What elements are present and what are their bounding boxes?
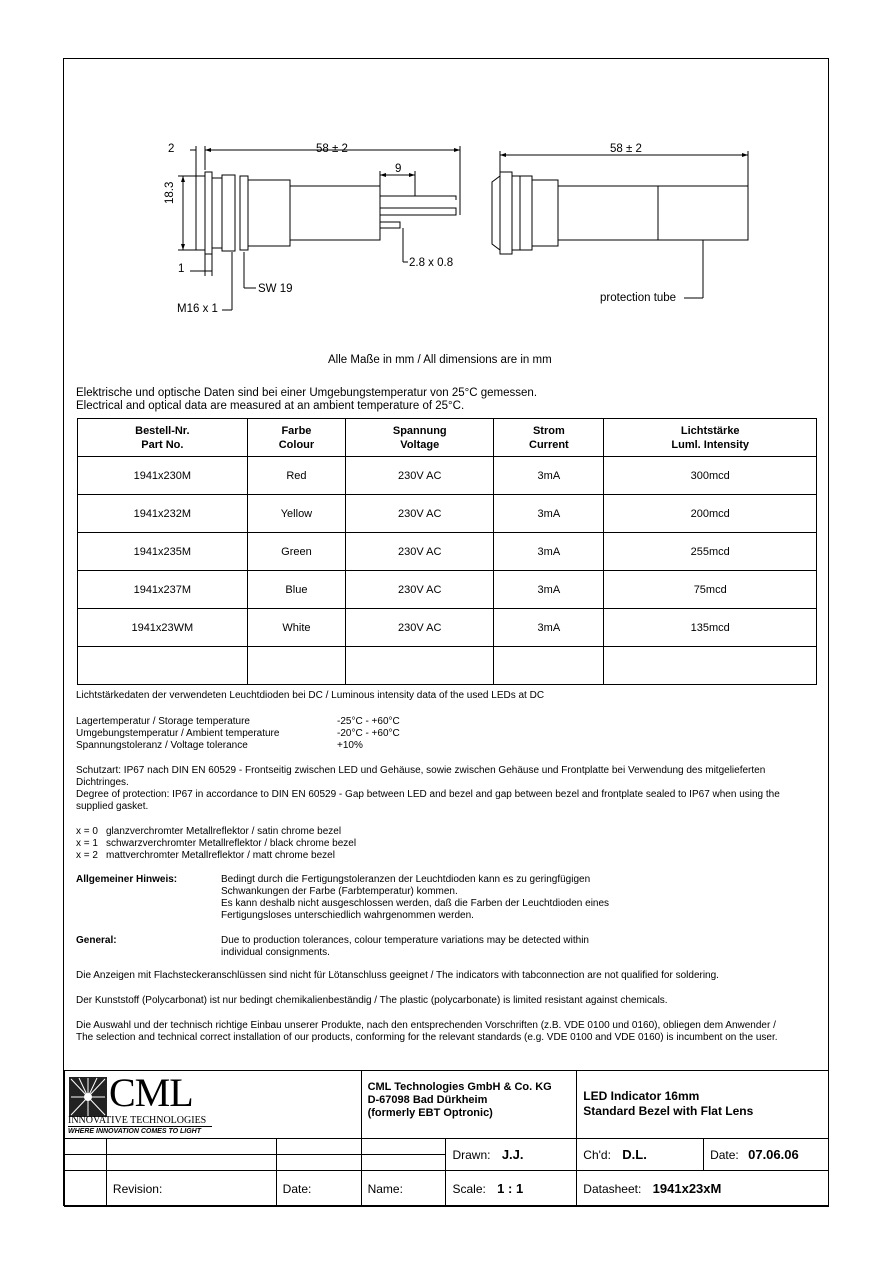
- x-key: x = 0: [76, 826, 98, 837]
- ausw-line2: The selection and technical correct installation of our products, conforming for the relevant standards (e.g. VDE 0100 and VDE 0160) is incumbent on the user.: [76, 1032, 778, 1043]
- cell-part: 1941x230M: [78, 457, 248, 495]
- dim-1: 1: [178, 263, 185, 275]
- spec-table: [77, 418, 817, 685]
- temp-value: -20°C - +60°C: [337, 728, 400, 739]
- cell-voltage: 230V AC: [346, 571, 494, 609]
- drawn-cell: [446, 1139, 577, 1171]
- dim-58-left: 58 ± 2: [316, 143, 348, 155]
- cell-current: 3mA: [494, 457, 604, 495]
- degree-line1: Degree of protection: IP67 in accordance to DIN EN 60529 - Gap between LED and bezel and gap between bezel and frontplate sealed to IP67 when using the: [76, 789, 780, 800]
- m16-label: M16 x 1: [177, 303, 218, 315]
- gen-line: individual consignments.: [221, 947, 330, 958]
- allg-line: Es kann deshalb nicht ausgeschlossen werden, daß die Farben der Leuchtdioden eines: [221, 898, 610, 909]
- cell-intensity: 200mcd: [604, 495, 817, 533]
- cell-colour: Yellow: [247, 495, 346, 533]
- company-former: (formerly EBT Optronic): [367, 1107, 493, 1119]
- cell-colour: White: [247, 609, 346, 647]
- cell-current: 3mA: [494, 495, 604, 533]
- date-cell: [704, 1139, 829, 1171]
- table-row: [78, 609, 817, 647]
- schutz-line2: Dichtringes.: [76, 777, 129, 788]
- protection-tube-label: protection tube: [600, 292, 677, 304]
- schutz-line1: Schutzart: IP67 nach DIN EN 60529 - Frontseitig zwischen LED und Gehäuse, sowie zwischen Gehäuse und Frontplatte bei Verwendung des mitgelieferten: [76, 765, 766, 776]
- temp-value: -25°C - +60°C: [337, 716, 400, 727]
- cell-current: 3mA: [494, 609, 604, 647]
- cell-voltage: 230V AC: [346, 495, 494, 533]
- dim-9: 9: [395, 163, 402, 175]
- cell-intensity: 300mcd: [604, 457, 817, 495]
- sw19-label: SW 19: [258, 283, 293, 295]
- table-row: [78, 571, 817, 609]
- cell-part: 1941x23WM: [78, 609, 248, 647]
- allg-line: Fertigungsloses unterschiedlich wahrgenommen werden.: [221, 910, 474, 921]
- datasheet-cell: [577, 1171, 829, 1207]
- cell-colour: Blue: [247, 571, 346, 609]
- revision-name-label: Name:: [361, 1171, 446, 1207]
- cell-current: 3mA: [494, 571, 604, 609]
- dim-18-3: 18.3: [164, 181, 176, 204]
- technical-drawing: [0, 0, 892, 340]
- x-text: schwarzverchromter Metallreflektor / black chrome bezel: [106, 838, 357, 849]
- cell-part: 1941x235M: [78, 533, 248, 571]
- cell-voltage: 230V AC: [346, 609, 494, 647]
- spec-header-row: [78, 419, 817, 457]
- table-row-empty: [78, 647, 817, 685]
- degree-line2: supplied gasket.: [76, 801, 149, 812]
- x-key: x = 1: [76, 838, 98, 849]
- title-block: [64, 1070, 829, 1207]
- table-row: [78, 495, 817, 533]
- logo-cell: [65, 1071, 362, 1139]
- logo-tagline: WHERE INNOVATION COMES TO LIGHT: [68, 1128, 201, 1135]
- x-text: glanzverchromter Metallreflektor / satin chrome bezel: [106, 826, 342, 837]
- ausw-line1: Die Auswahl und der technisch richtige Einbau unserer Produkte, nach den entsprechenden Vorschriften (z.B. VDE 0100 und 0160), obliegen dem Anwender /: [76, 1020, 776, 1031]
- gen-line: Due to production tolerances, colour temperature variations may be detected within: [221, 935, 589, 946]
- cell-voltage: 230V AC: [346, 457, 494, 495]
- allg-line: Schwankungen der Farbe (Farbtemperatur) kommen.: [221, 886, 458, 897]
- product-subtitle: Standard Bezel with Flat Lens: [583, 1104, 754, 1118]
- table-row: [78, 533, 817, 571]
- company-cell: [361, 1071, 577, 1139]
- drawn-value: J.J.: [501, 1147, 524, 1162]
- cell-current: 3mA: [494, 533, 604, 571]
- cml-logo-text: CML: [109, 1070, 193, 1115]
- allg-label: Allgemeiner Hinweis:: [76, 874, 178, 885]
- checked-label: Ch'd:: [583, 1148, 611, 1162]
- dim-2-8: 2.8 x 0.8: [409, 257, 454, 269]
- scale-label: Scale:: [452, 1182, 486, 1196]
- company-name: CML Technologies GmbH & Co. KG: [367, 1081, 552, 1093]
- datasheet-label: Datasheet:: [583, 1182, 642, 1196]
- temp-value: +10%: [337, 740, 363, 751]
- cell-colour: Green: [247, 533, 346, 571]
- datasheet-value: 1941x23xM: [652, 1181, 722, 1196]
- scale-cell: [446, 1171, 577, 1207]
- x-text: mattverchromter Metallreflektor / matt chrome bezel: [106, 850, 335, 861]
- revision-date-label: Date:: [276, 1171, 361, 1207]
- all-dimensions-note: Alle Maße in mm / All dimensions are in mm: [328, 354, 552, 366]
- cell-part: 1941x237M: [78, 571, 248, 609]
- x-key: x = 2: [76, 850, 98, 861]
- cell-intensity: 135mcd: [604, 609, 817, 647]
- product-title: LED Indicator 16mm: [583, 1089, 700, 1103]
- cml-logo-burst-icon: [69, 1077, 107, 1117]
- intro-en: Electrical and optical data are measured at an ambient temperature of 25°C.: [76, 400, 465, 412]
- cell-voltage: 230V AC: [346, 533, 494, 571]
- drawn-label: Drawn:: [452, 1148, 491, 1162]
- header-colour: Farbe Colour: [247, 419, 346, 457]
- flach-note: Die Anzeigen mit Flachsteckeranschlüssen sind nicht für Lötanschluss geeignet / The indicators with tabconnection are not qualified for soldering.: [76, 970, 719, 981]
- cell-colour: Red: [247, 457, 346, 495]
- header-voltage: Spannung Voltage: [346, 419, 494, 457]
- temp-label: Lagertemperatur / Storage temperature: [76, 716, 250, 727]
- product-cell: [577, 1071, 829, 1139]
- temp-label: Spannungstoleranz / Voltage tolerance: [76, 740, 248, 751]
- header-intensity: Lichtstärke Luml. Intensity: [604, 419, 817, 457]
- date-value: 07.06.06: [748, 1147, 799, 1162]
- dim-2: 2: [168, 143, 175, 155]
- intro-de: Elektrische und optische Daten sind bei einer Umgebungstemperatur von 25°C gemessen.: [76, 387, 538, 399]
- kunst-note: Der Kunststoff (Polycarbonat) ist nur bedingt chemikalienbeständig / The plastic (polycarbonate) is limited resistant against chemicals.: [76, 995, 668, 1006]
- logo-subtitle: INNOVATIVE TECHNOLOGIES: [68, 1115, 212, 1127]
- cell-part: 1941x232M: [78, 495, 248, 533]
- date-label: Date:: [710, 1148, 739, 1162]
- checked-value: D.L.: [622, 1147, 647, 1162]
- header-current: Strom Current: [494, 419, 604, 457]
- company-address: D-67098 Bad Dürkheim: [367, 1094, 488, 1106]
- temp-label: Umgebungstemperatur / Ambient temperature: [76, 728, 280, 739]
- scale-value: 1 : 1: [497, 1181, 524, 1196]
- gen-label: General:: [76, 935, 117, 946]
- cell-intensity: 255mcd: [604, 533, 817, 571]
- lum-note: Lichtstärkedaten der verwendeten Leuchtdioden bei DC / Luminous intensity data of the used LEDs at DC: [76, 690, 545, 701]
- allg-line: Bedingt durch die Fertigungstoleranzen der Leuchtdioden kann es zu geringfügigen: [221, 874, 591, 885]
- revision-label: Revision:: [106, 1171, 276, 1207]
- dim-58-right: 58 ± 2: [610, 143, 642, 155]
- header-part-no: Bestell-Nr. Part No.: [78, 419, 248, 457]
- cell-intensity: 75mcd: [604, 571, 817, 609]
- table-row: [78, 457, 817, 495]
- checked-cell: [577, 1139, 704, 1171]
